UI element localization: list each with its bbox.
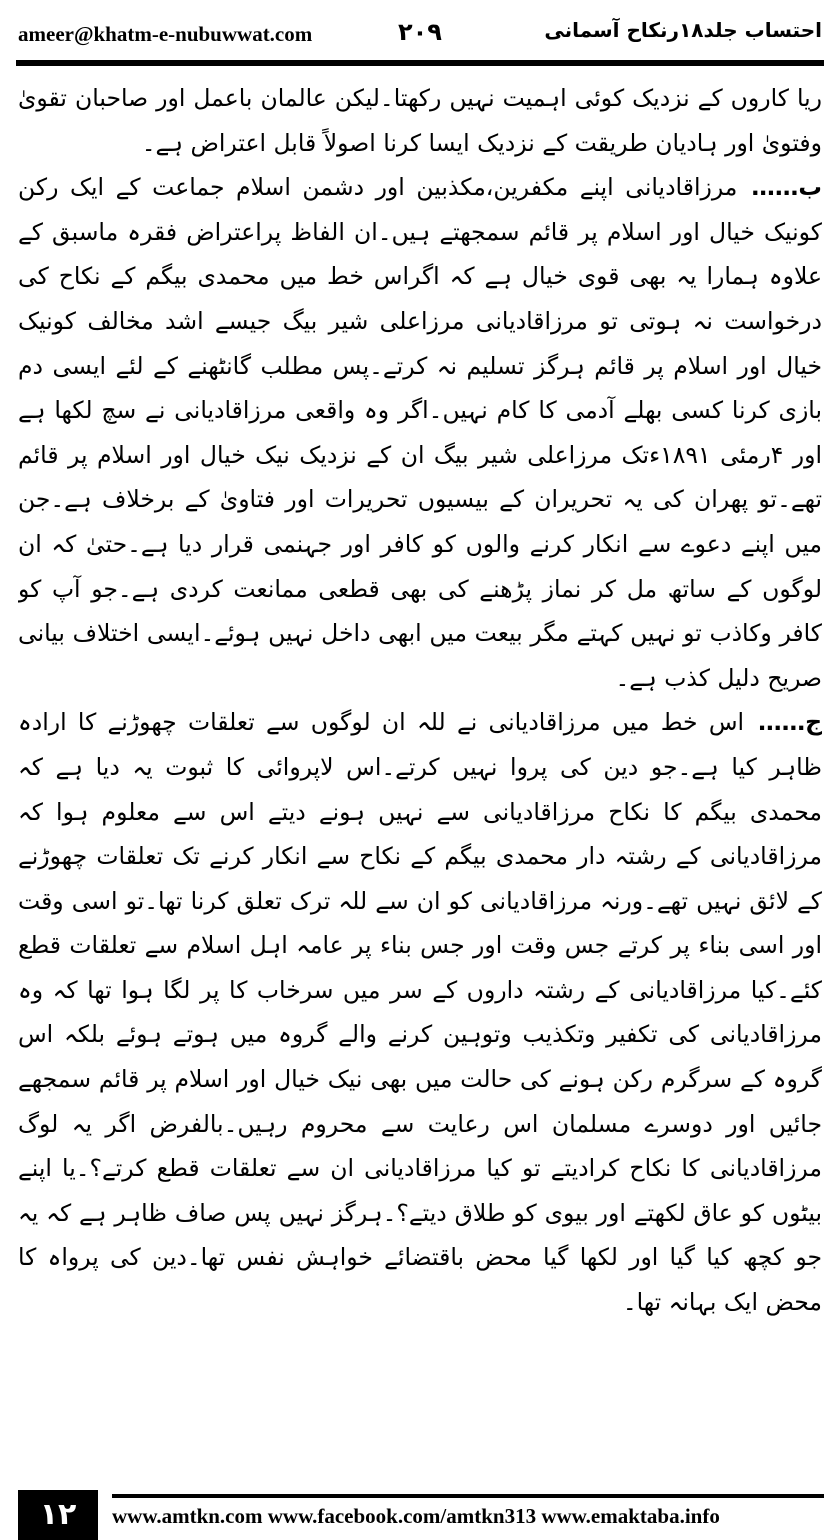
page-body: [18, 76, 822, 1466]
paragraph-1: [18, 76, 822, 165]
page-footer: [0, 1490, 840, 1540]
header-title: احتساب جلد۱۸رنکاح آسمانی: [544, 18, 822, 42]
footer-page-label: ۱۲: [18, 1490, 98, 1540]
paragraph-2-text: مرزاقادیانی اپنے مکفرین،مکذبین اور دشمن اسلام جماعت کے ایک رکن کونیک خیال اور اسلام پر قائم سمجھتے ہیں۔ان الفاظ پراعتراض فقرہ ماسبق کے علاوہ ہمارا یہ بھی قوی خیال ہے کہ اگراس خط میں محمدی بیگم کے نکاح کی درخواست نہ ہوتی تو مرزاقادیانی مرزاعلی شیر بیگ جیسے اشد مخالف کونیک خیال اور اسلام پر قائم ہرگز تسلیم نہ کرتے۔پس مطلب گانٹھنے کے لئے ایسی دم بازی کرنا کسی بھلے آدمی کا کام نہیں۔اگر وہ واقعی مرزاقادیانی نے سچ لکھا ہے اور ۴رمئی ۱۸۹۱ءتک مرزاعلی شیر بیگ ان کے نزدیک نیک خیال اور اسلام پر قائم تھے۔تو پھران کی یہ تحریران کے بیسیوں تحریرات اور فتاویٰ کے برخلاف ہے۔جن میں اپنے دعوے سے انکار کرنے والوں کو کافر اور جہنمی قرار دیا ہے۔حتیٰ کہ ان لوگوں کے ساتھ مل کر نماز پڑھنے کی بھی قطعی ممانعت کردی ہے۔جو آپ کو کافر وکاذب تو نہیں کہتے مگر بیعت میں ابھی داخل نہیں ہوئے۔ایسی اختلاف بیانی صریح دلیل کذب ہے۔: [18, 173, 822, 692]
paragraph-2-marker: ب……: [751, 173, 822, 202]
header-divider: [16, 60, 824, 66]
header-email: ameer@khatm-e-nubuwwat.com: [18, 22, 313, 46]
header-page-number: ۲۰۹: [398, 18, 442, 46]
paragraph-3-text: اس خط میں مرزاقادیانی نے للہ ان لوگوں سے تعلقات چھوڑنے کا ارادہ ظاہر کیا ہے۔جو دین کی پروا نہیں کرتے۔اس لاپروائی کا ثبوت یہ دیا ہے کہ محمدی بیگم کا نکاح مرزاقادیانی سے نہیں ہونے دیتے اس سے معلوم ہوا کہ مرزاقادیانی کے رشتہ دار محمدی بیگم کے نکاح سے انکار کرنے تک تعلقات چھوڑنے کے لائق نہیں تھے۔ورنہ مرزاقادیانی کو ان سے للہ ترک تعلق کرنا تھا۔تو اسی وقت اور اسی بناء پر کرتے جس وقت اور جس بناء پر عامہ اہل اسلام سے تعلقات قطع کئے۔کیا مرزاقادیانی کے رشتہ داروں کے سر میں سرخاب کا پر لگا ہوا تھا کہ وہ مرزاقادیانی کی تکفیر وتکذیب وتوہین کرنے والے گروہ میں ہوتے ہوئے بلکہ اس گروہ کے سرگرم رکن ہونے کی حالت میں بھی نیک خیال اور اسلام پر قائم سمجھے جائیں اور دوسرے مسلمان اس رعایت سے محروم رہیں۔بالفرض اگر یہ لوگ مرزاقادیانی کا نکاح کرادیتے تو کیا مرزاقادیانی ان سے تعلقات قطع کرتے؟۔یا اپنے بیٹوں کو عاق لکھتے اور بیوی کو طلاق دیتے؟۔ہرگز نہیں پس صاف ظاہر ہے کہ یہ جو کچھ کیا گیا اور لکھا گیا محض باقتضائے خواہش نفس تھا۔دین کی پرواہ کا محض ایک بہانہ تھا۔: [18, 708, 822, 1317]
footer-divider: [112, 1494, 824, 1498]
paragraph-3-marker: ج……: [758, 708, 822, 737]
footer-links: www.amtkn.com www.facebook.com/amtkn313 www.emaktaba.info: [112, 1504, 720, 1528]
paragraph-2: [18, 165, 822, 700]
paragraph-1-text: ریا کاروں کے نزدیک کوئی اہمیت نہیں رکھتا۔لیکن عالمان باعمل اور صاحبان تقویٰ وفتویٰ اور ہادیان طریقت کے نزدیک ایسا کرنا اصولاً قابل اعتراض ہے۔: [18, 84, 822, 157]
page-header: [0, 0, 840, 70]
paragraph-3: [18, 700, 822, 1324]
